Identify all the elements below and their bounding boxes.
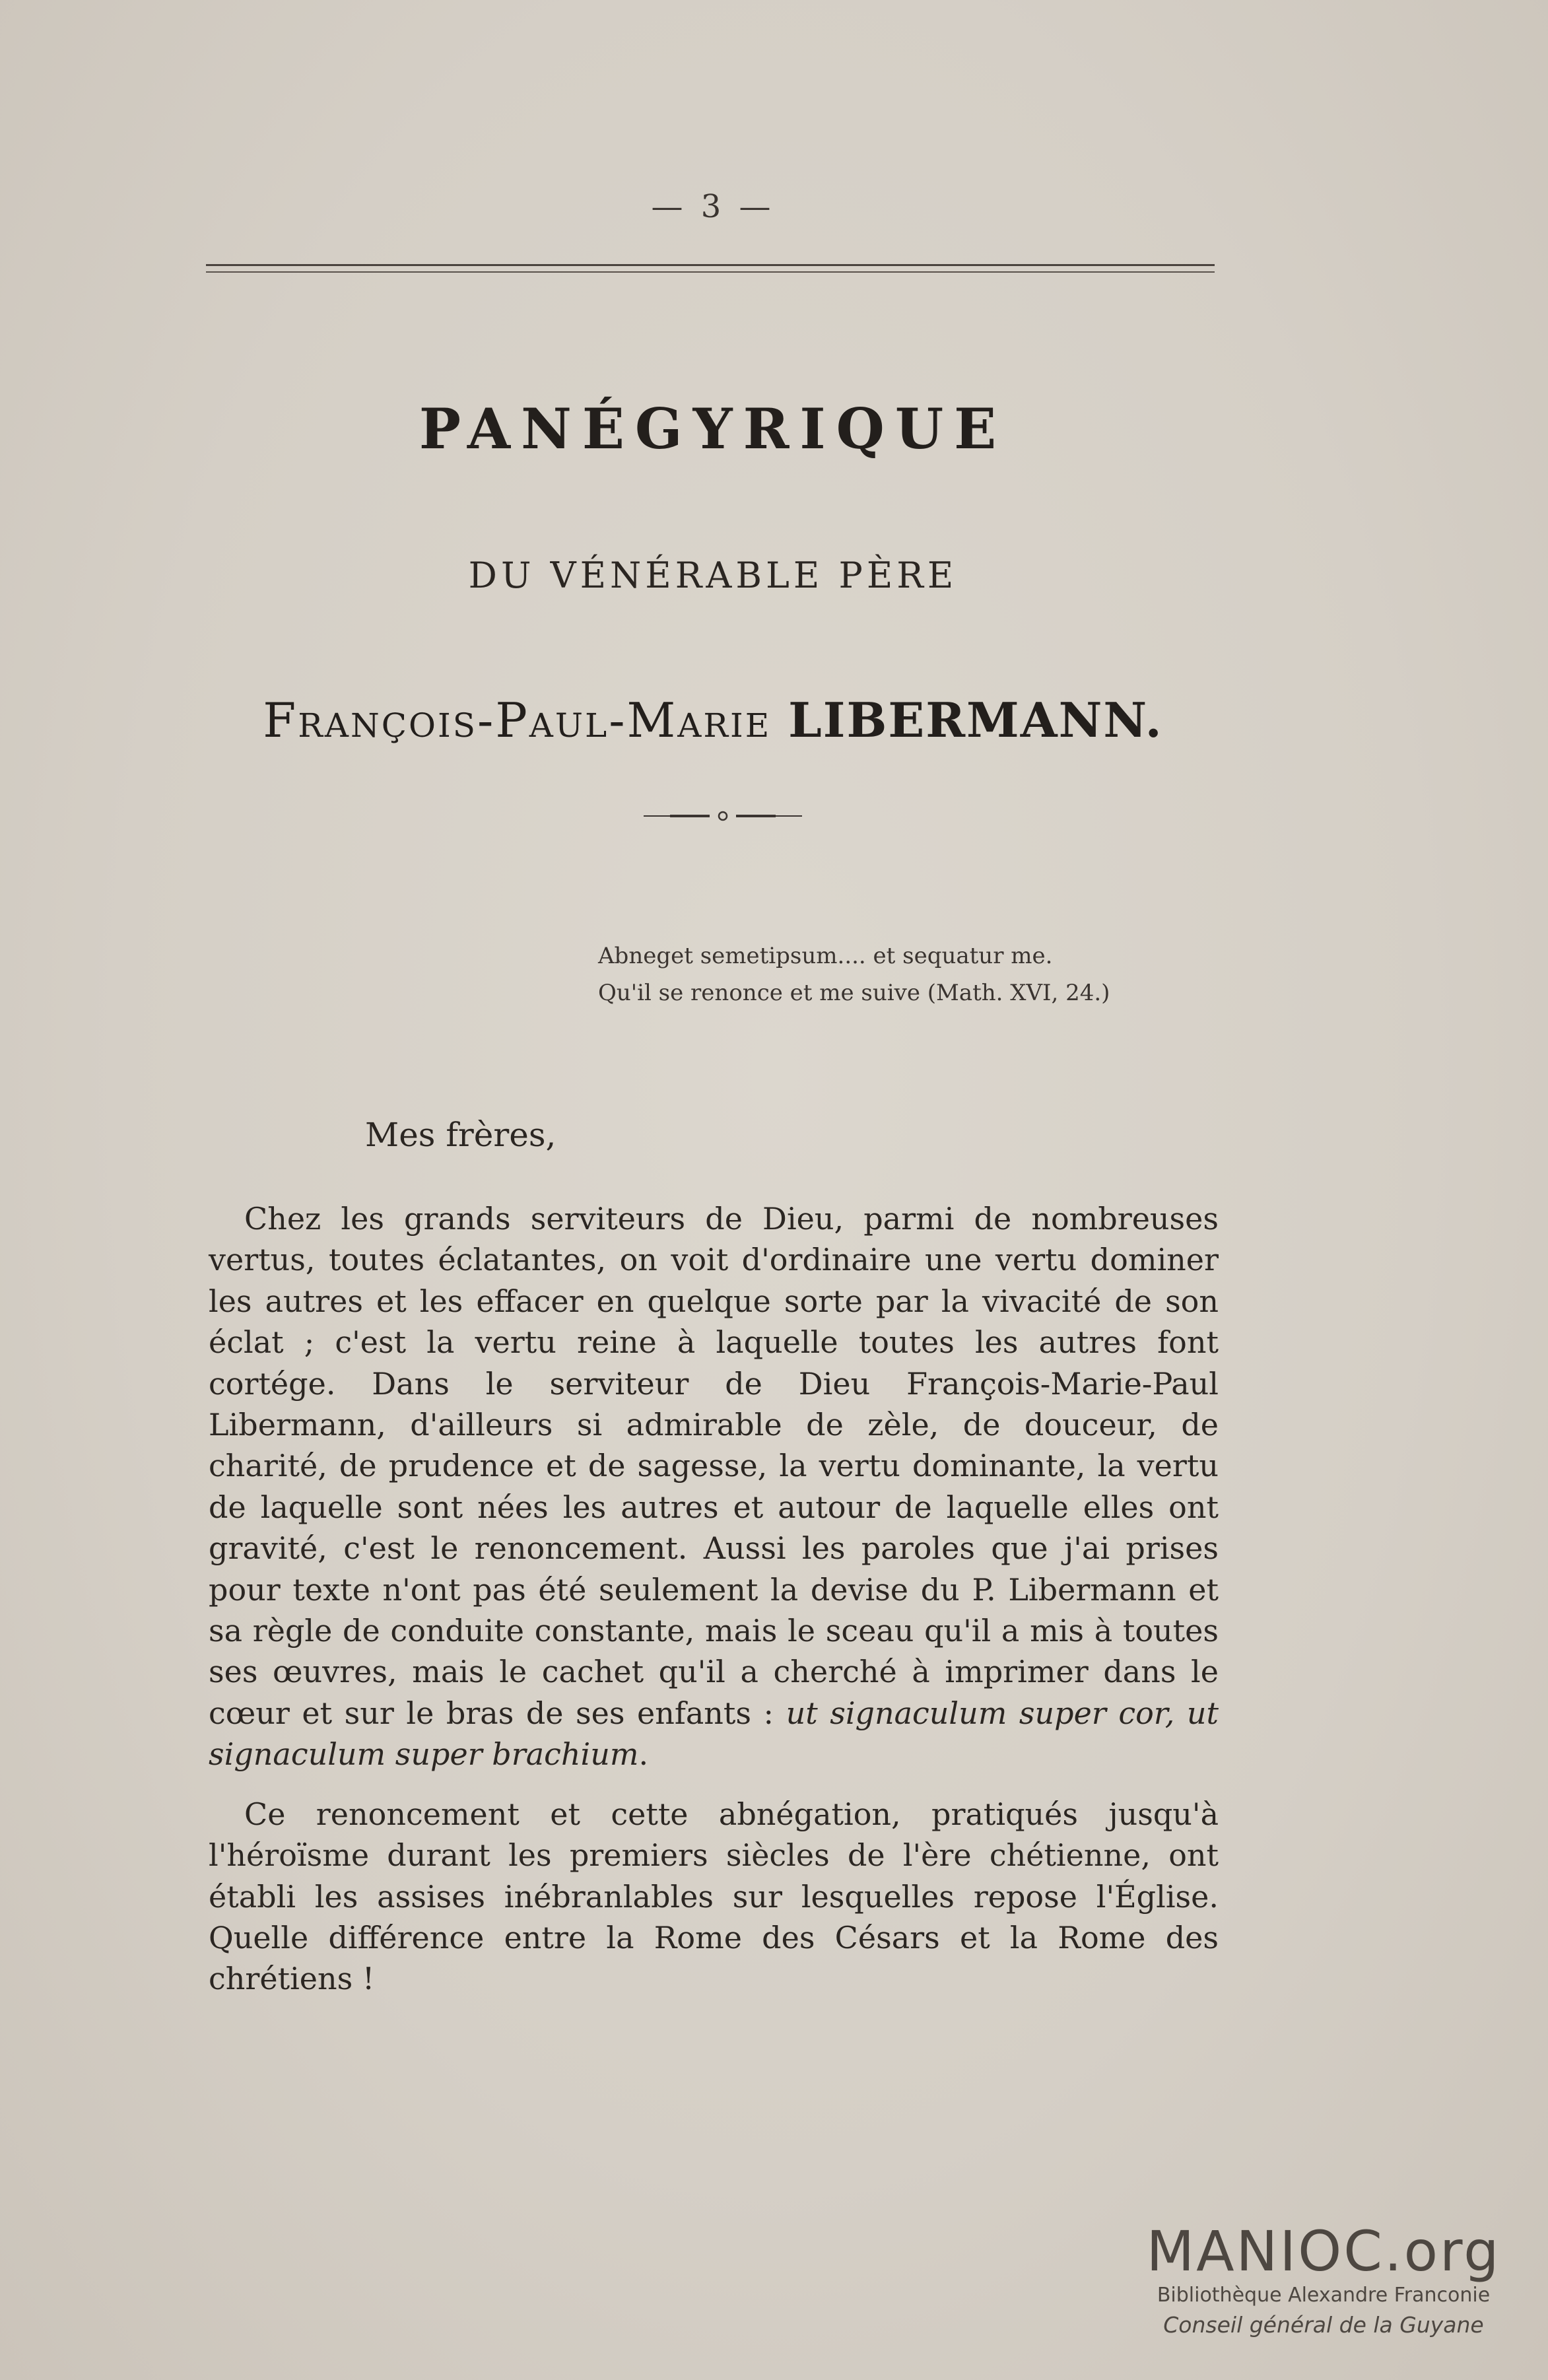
paragraph: Ce renoncement et cette abnégation, pratiqués jusqu'à l'héroïsme durant les premiers siècles de l'ère chétienne, ont établi les assises inébranlables sur lesquelles repose l'Église. Quelle différence entre la Rome des Césars et la Rome des chrétiens !	[209, 1796, 1219, 1997]
library-name: Bibliothèque Alexandre Franconie	[1157, 2284, 1491, 2307]
latin-quote: ut signaculum super cor, ut signaculum super brachium	[209, 1695, 1219, 1773]
header-rule	[206, 264, 1215, 273]
epigraph-latin: Abneget semetipsum.... et sequatur me.	[598, 943, 1053, 969]
ornament-divider	[644, 809, 802, 823]
subject-surname: LIBERMANN.	[788, 692, 1163, 748]
subject-name	[0, 692, 1426, 748]
document-title: PANÉGYRIQUE	[419, 396, 1007, 461]
paragraph-end: .	[638, 1736, 649, 1773]
header-rule-line	[206, 271, 1215, 273]
council-name: Conseil général de la Guyane	[1163, 2312, 1484, 2338]
document-subtitle: DU VÉNÉRABLE PÈRE	[468, 555, 958, 596]
manioc-logo: MANIOC.org	[1146, 2219, 1501, 2284]
body-text	[209, 1198, 1219, 2000]
salutation: Mes frères,	[365, 1116, 556, 1154]
paragraph	[209, 1198, 1219, 1775]
subject-given-names: François-Paul-Marie	[263, 693, 789, 748]
paragraph-text: Chez les grands serviteurs de Dieu, parmi de nombreuses vertus, toutes éclatantes, on voit d'ordinaire une vertu dominer les autres et les effacer en quelque sorte par la vivacité de son éclat ; c'est la vertu reine à laquelle toutes les autres font cortége. Dans le serviteur de Dieu François-Marie-Paul Libermann, d'ailleurs si admirable de zèle, de douceur, de charité, de prudence et de sagesse, la vertu dominante, la vertu de laquelle sont nées les autres et autour de laquelle elles ont gravité, c'est le renoncement. Aussi les paroles que j'ai prises pour texte n'ont pas été seulement la devise du P. Libermann et sa règle de conduite constante, mais le sceau qu'il a mis à toutes ses œuvres, mais le cachet qu'il a cherché à imprimer dans le cœur et sur le bras de ses enfants :	[209, 1201, 1219, 1731]
epigraph	[598, 937, 1179, 1011]
epigraph-french: Qu'il se renonce et me suive (Math. XVI, 24.)	[598, 980, 1110, 1006]
header-rule-line	[206, 264, 1215, 266]
page-number: — 3 —	[651, 188, 775, 225]
library-watermark	[1139, 2219, 1508, 2340]
